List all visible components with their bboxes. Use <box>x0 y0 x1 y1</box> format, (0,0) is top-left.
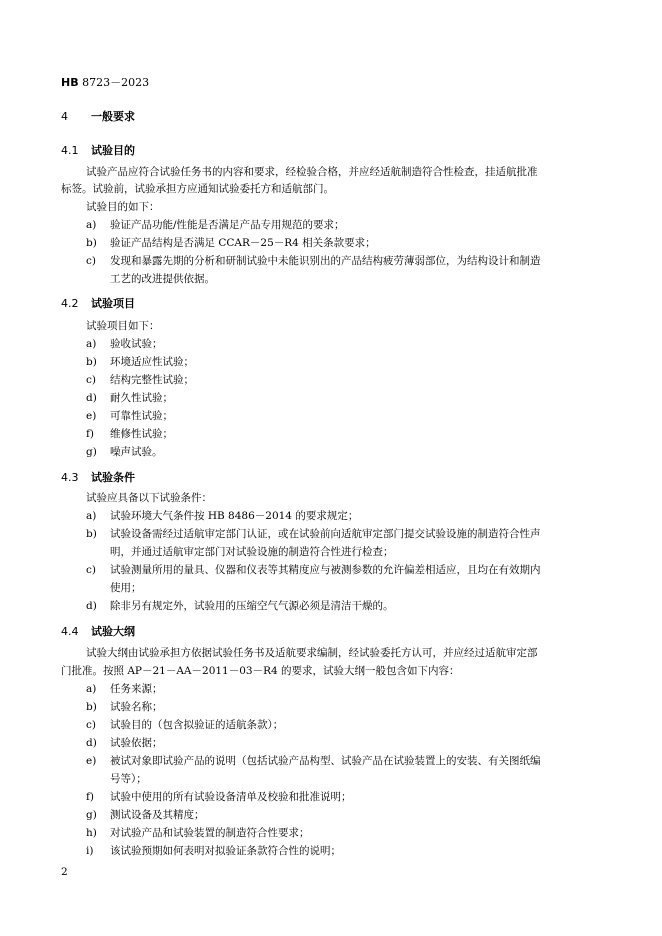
list-text: 验证产品功能/性能是否满足产品专用规范的要求； <box>110 219 345 231</box>
list-text: 耐久性试验； <box>110 392 173 404</box>
list-item <box>86 408 173 424</box>
list-label: d) <box>86 737 97 749</box>
list-continuation: 明，并通过适航审定部门对试验设施的制造符合性进行检查； <box>110 546 394 558</box>
list-label: g) <box>86 809 97 821</box>
section-4-3-heading <box>61 469 135 485</box>
list-text: 对试验产品和试验装置的制造符合性要求； <box>110 827 310 839</box>
section-4-2-heading <box>61 295 135 311</box>
list-item <box>86 390 173 406</box>
list-text: 试验依据； <box>110 737 163 749</box>
section-number: 4.2 <box>61 297 79 310</box>
section-title: 试验条件 <box>91 471 135 484</box>
list-text: 除非另有规定外，试验用的压缩空气气源必须是清洁干燥的。 <box>110 600 394 612</box>
list-text: 被试对象即试验产品的说明（包括试验产品构型、试验产品在试验装置上的安装、有关图纸编 <box>110 755 541 767</box>
list-label: h) <box>86 827 97 839</box>
list-text: 环境适应性试验； <box>110 356 194 368</box>
list-text: 任务来源； <box>110 683 163 695</box>
list-text: 测试设备及其精度； <box>110 809 205 821</box>
list-item <box>86 444 163 460</box>
list-item <box>86 807 205 823</box>
list-text: 验收试验； <box>110 338 163 350</box>
paragraph-line: 试验应具备以下试验条件： <box>86 492 212 504</box>
list-item <box>86 508 358 524</box>
list-text: 可靠性试验； <box>110 410 173 422</box>
list-item <box>86 426 173 442</box>
list-label: c) <box>86 564 96 576</box>
list-continuation: 工艺的改进提供依据。 <box>110 273 215 285</box>
list-item <box>86 681 163 697</box>
list-text: 维修性试验； <box>110 428 173 440</box>
list-item <box>86 717 283 733</box>
list-item <box>86 843 341 859</box>
list-label: d) <box>86 392 97 404</box>
document-code <box>61 74 149 90</box>
list-text: 噪声试验。 <box>110 446 163 458</box>
list-label: b) <box>86 237 97 249</box>
section-title: 试验项目 <box>91 297 135 310</box>
list-text: 试验设备需经过适航审定部门认证，或在试验前向适航审定部门提交试验设施的制造符合性声 <box>110 528 541 540</box>
list-label: g) <box>86 446 97 458</box>
list-label: a) <box>86 219 97 231</box>
list-item <box>86 354 194 370</box>
paragraph-line: 门批准。按照 AP－21－AA－2011－03－R4 的要求，试验大纲一般包含如下内容： <box>61 665 460 677</box>
list-label: e) <box>86 755 97 767</box>
list-label: e) <box>86 410 97 422</box>
list-continuation: 号等）； <box>110 773 147 785</box>
standard-prefix: HB <box>61 76 79 89</box>
list-item <box>86 253 541 269</box>
section-4-4-heading <box>61 623 135 639</box>
section-number: 4.1 <box>61 144 79 157</box>
list-text: 试验目的（包含拟验证的适航条款）； <box>110 719 284 731</box>
list-text: 试验环境大气条件按 HB 8486－2014 的要求规定； <box>110 510 359 522</box>
list-item <box>86 825 310 841</box>
list-text: 试验名称； <box>110 701 163 713</box>
list-item <box>86 372 194 388</box>
standard-number: 8723－2023 <box>82 76 150 89</box>
page-number: 2 <box>61 866 68 878</box>
list-item <box>86 336 163 352</box>
list-item <box>86 699 163 715</box>
list-text: 试验中使用的所有试验设备清单及校验和批准说明； <box>110 791 352 803</box>
list-item <box>86 235 376 251</box>
list-item <box>86 735 163 751</box>
list-label: f) <box>86 428 94 440</box>
list-label: b) <box>86 701 97 713</box>
list-item <box>86 789 352 805</box>
list-label: a) <box>86 510 97 522</box>
section-title: 试验目的 <box>91 144 135 157</box>
list-label: b) <box>86 528 97 540</box>
list-text: 结构完整性试验； <box>110 374 194 386</box>
list-item <box>86 217 345 233</box>
list-label: a) <box>86 338 97 350</box>
section-4-1-heading <box>61 142 135 158</box>
list-label: a) <box>86 683 97 695</box>
list-text: 验证产品结构是否满足 CCAR－25－R4 相关条款要求； <box>110 237 376 249</box>
list-item <box>86 753 541 769</box>
list-text: 该试验预期如何表明对拟验证条款符合性的说明； <box>110 845 341 857</box>
paragraph-line: 标签。试验前，试验承担方应通知试验委托方和适航部门。 <box>61 183 334 195</box>
list-text: 试验测量所用的量具、仪器和仪表等其精度应与被测参数的允许偏差相适应，且均在有效期内 <box>110 564 541 576</box>
list-continuation: 使用； <box>110 582 142 594</box>
list-label: i) <box>86 845 94 857</box>
paragraph-line: 试验目的如下： <box>86 201 160 213</box>
list-label: d) <box>86 600 97 612</box>
list-item <box>86 598 394 614</box>
list-label: b) <box>86 356 97 368</box>
section-title: 试验大纲 <box>91 625 135 638</box>
list-item <box>86 562 541 578</box>
paragraph-line: 试验产品应符合试验任务书的内容和要求，经检验合格，并应经适航制造符合性检查，挂适航批准 <box>86 166 538 178</box>
list-label: f) <box>86 791 94 803</box>
section-title: 一般要求 <box>91 110 135 123</box>
list-text: 发现和暴露先期的分析和研制试验中未能识别出的产品结构疲劳薄弱部位，为结构设计和制造 <box>110 255 541 267</box>
list-label: c) <box>86 255 96 267</box>
section-number: 4.4 <box>61 625 79 638</box>
list-item <box>86 526 541 542</box>
list-label: c) <box>86 374 96 386</box>
section-number: 4 <box>61 110 68 123</box>
paragraph-line: 试验大纲由试验承担方依据试验任务书及适航要求编制，经试验委托方认可，并应经过适航审定部 <box>86 647 538 659</box>
list-label: c) <box>86 719 96 731</box>
section-number: 4.3 <box>61 471 79 484</box>
paragraph-line: 试验项目如下： <box>86 320 160 332</box>
section-4-heading <box>61 108 135 124</box>
